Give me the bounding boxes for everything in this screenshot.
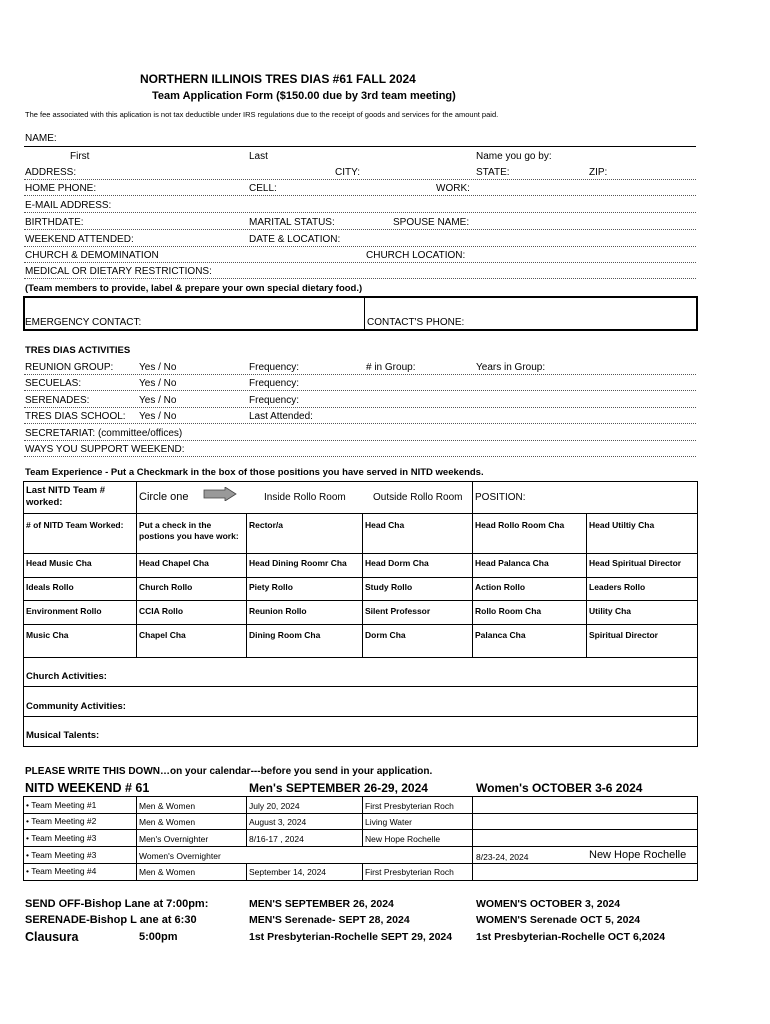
city-label: CITY: [335, 167, 361, 178]
women-sendoff-date: WOMEN'S OCTOBER 3, 2024 [476, 898, 621, 910]
sendoff-label: SEND OFF-Bishop Lane at 7:00pm: [25, 898, 209, 910]
meeting-4-place: New Hope Rochelle [589, 849, 687, 861]
divider [364, 297, 365, 330]
mens-weekend-dates: Men's SEPTEMBER 26-29, 2024 [249, 781, 428, 795]
position-head-music-cha[interactable]: Head Music Cha [26, 558, 92, 568]
divider [136, 514, 137, 657]
position-head-utility-cha[interactable]: Head Utiltiy Cha [589, 520, 655, 530]
divider [362, 797, 363, 847]
cell-label: CELL: [249, 183, 277, 194]
serenades-yes-no[interactable]: Yes / No [139, 395, 177, 406]
meeting-1-who: Men & Women [139, 801, 196, 811]
contact-phone-label: CONTACT'S PHONE: [367, 317, 465, 328]
birthdate-label: BIRTHDATE: [25, 217, 84, 228]
position-head-chapel-cha[interactable]: Head Chapel Cha [139, 558, 209, 568]
divider [24, 624, 697, 625]
school-yes-no[interactable]: Yes / No [139, 411, 177, 422]
name-go-by-label: Name you go by: [476, 151, 552, 162]
position-rollo-room-cha[interactable]: Rollo Room Cha [475, 606, 542, 616]
men-sendoff-date: MEN'S SEPTEMBER 26, 2024 [249, 898, 394, 910]
position-spiritual-director[interactable]: Spiritual Director [589, 630, 658, 640]
divider [246, 863, 247, 880]
email-field[interactable] [24, 212, 696, 213]
divider [586, 514, 587, 657]
school-field[interactable] [24, 423, 696, 424]
form-subtitle: Team Application Form ($150.00 due by 3rd team meeting) [152, 90, 456, 102]
position-dining-room-cha[interactable]: Dining Room Cha [249, 630, 321, 640]
position-ccia-rollo[interactable]: CCIA Rollo [139, 606, 184, 616]
reunion-label: REUNION GROUP: [25, 362, 114, 373]
position-reunion-rollo[interactable]: Reunion Rollo [249, 606, 307, 616]
inside-rollo-option[interactable]: Inside Rollo Room [264, 492, 346, 503]
address-label: ADDRESS: [25, 167, 77, 178]
meeting-4-who: Women's Overnighter [139, 851, 221, 861]
divider [24, 863, 697, 864]
meeting-3-date: 8/16-17 , 2024 [249, 834, 304, 844]
name-label: NAME: [25, 133, 57, 144]
meeting-3-who: Men's Overnighter [139, 834, 209, 844]
clausura-label: Clausura [25, 930, 79, 944]
state-label: STATE: [476, 167, 510, 178]
divider [136, 482, 137, 513]
position-study-rollo[interactable]: Study Rollo [365, 582, 413, 592]
divider [24, 813, 697, 814]
position-head-cha[interactable]: Head Cha [365, 520, 405, 530]
experience-heading-bold: Team Experience [25, 467, 103, 478]
home-phone-label: HOME PHONE: [25, 183, 97, 194]
meeting-5-date: September 14, 2024 [249, 867, 327, 877]
divider [24, 600, 697, 601]
meeting-5-place: First Presbyterian Roch [365, 867, 454, 877]
position-head-rollo-room-cha[interactable]: Head Rollo Room Cha [475, 520, 565, 530]
email-label: E-MAIL ADDRESS: [25, 200, 112, 211]
men-serenade-date: MEN'S Serenade- SEPT 28, 2024 [249, 914, 410, 926]
divider [24, 577, 697, 578]
years-label: Years in Group: [476, 362, 546, 373]
date-location-label: DATE & LOCATION: [249, 234, 341, 245]
secuelas-field[interactable] [24, 390, 696, 391]
divider [24, 829, 697, 830]
position-utility-cha[interactable]: Utility Cha [589, 606, 632, 616]
serenades-field[interactable] [24, 407, 696, 408]
divider [24, 846, 697, 847]
position-silent-professor[interactable]: Silent Professor [365, 606, 431, 616]
meeting-4-date: 8/23-24, 2024 [476, 852, 529, 862]
address-field[interactable] [24, 179, 696, 180]
serenades-label: SERENADES: [25, 395, 90, 406]
frequency-label: Frequency: [249, 378, 300, 389]
frequency-label: Frequency: [249, 362, 300, 373]
ways-label: WAYS YOU SUPPORT WEEKEND: [25, 444, 185, 455]
meeting-1-date: July 20, 2024 [249, 801, 300, 811]
ways-field[interactable] [24, 456, 696, 457]
phone-field[interactable] [24, 195, 696, 196]
medical-label: MEDICAL OR DIETARY RESTRICTIONS: [25, 266, 212, 277]
reunion-yes-no[interactable]: Yes / No [139, 362, 177, 373]
meeting-4-name: • Team Meeting #3 [26, 850, 96, 861]
position-head-palanca-cha[interactable]: Head Palanca Cha [475, 558, 549, 568]
position-head-dorm-cha[interactable]: Head Dorm Cha [365, 558, 429, 568]
team-worked-label: # of NITD Team Worked: [26, 520, 124, 530]
men-clausura-date: 1st Presbyterian-Rochelle SEPT 29, 2024 [249, 931, 453, 943]
position-label: POSITION: [475, 492, 526, 503]
position-rector[interactable]: Rector/a [249, 520, 284, 530]
position-head-dining-cha[interactable]: Head Dining Roomr Cha [249, 558, 347, 568]
meeting-1-place: First Presbyterian Roch [365, 801, 454, 811]
secuelas-yes-no[interactable]: Yes / No [139, 378, 177, 389]
divider [362, 863, 363, 880]
experience-heading [25, 467, 484, 478]
weekend-label: WEEKEND ATTENDED: [25, 234, 134, 245]
position-action-rollo[interactable]: Action Rollo [475, 582, 526, 592]
weekend-field[interactable] [24, 246, 696, 247]
meeting-5-who: Men & Women [139, 867, 196, 877]
position-music-cha[interactable]: Music Cha [26, 630, 69, 640]
emergency-label: EMERGENCY CONTACT: [25, 317, 142, 328]
circle-one-label: Circle one [139, 491, 189, 503]
dietary-note: (Team members to provide, label & prepare your own special dietary food.) [25, 283, 363, 294]
secretariat-label: SECRETARIAT: (committee/offices) [25, 428, 183, 439]
women-clausura-date: 1st Presbyterian-Rochelle OCT 6,2024 [476, 931, 666, 943]
women-serenade-date: WOMEN'S Serenade OCT 5, 2024 [476, 914, 641, 926]
check-note: Put a check in the postions you have work: [139, 520, 239, 541]
arrow-right-icon [203, 487, 237, 501]
divider [24, 657, 697, 658]
fee-note: The fee associated with this aplication is not tax deductible under IRS regulations due to the receipt of goods and services for the amount paid. [25, 110, 499, 119]
clausura-time: 5:00pm [139, 931, 178, 943]
divider [472, 482, 473, 513]
first-label: First [70, 151, 90, 162]
divider [246, 797, 247, 847]
marital-label: MARITAL STATUS: [249, 217, 335, 228]
meeting-1-name: • Team Meeting #1 [26, 800, 96, 811]
divider [362, 514, 363, 657]
divider [24, 686, 697, 687]
meeting-5-name: • Team Meeting #4 [26, 866, 96, 877]
secretariat-field[interactable] [24, 440, 696, 441]
position-head-spiritual-director[interactable]: Head Spiritual Director [589, 558, 682, 568]
church-activities-label: Church Activities: [26, 671, 107, 682]
zip-label: ZIP: [589, 167, 608, 178]
divider [24, 553, 697, 554]
divider [24, 146, 696, 147]
position-chapel-cha[interactable]: Chapel Cha [139, 630, 186, 640]
meeting-2-name: • Team Meeting #2 [26, 816, 96, 827]
weekend-number: NITD WEEKEND # 61 [25, 781, 150, 795]
serenade-label: SERENADE-Bishop L ane at 6:30 [25, 914, 197, 926]
last-team-label: Last NITD Team # worked: [26, 485, 106, 508]
womens-weekend-dates: Women's OCTOBER 3-6 2024 [476, 781, 643, 795]
position-palanca-cha[interactable]: Palanca Cha [475, 630, 526, 640]
divider [24, 513, 697, 514]
experience-heading-rest: - Put a Checkmark in the box of those positions you have served in NITD weekends. [102, 467, 484, 478]
frequency-label: Frequency: [249, 395, 300, 406]
meeting-2-place: Living Water [365, 817, 412, 827]
in-group-label: # in Group: [366, 362, 416, 373]
position-environment-rollo[interactable]: Environment Rollo [26, 606, 102, 616]
divider [24, 716, 697, 717]
secuelas-label: SECUELAS: [25, 378, 82, 389]
meeting-3-place: New Hope Rochelle [365, 834, 441, 844]
position-leaders-rollo[interactable]: Leaders Rollo [589, 582, 646, 592]
divider [472, 797, 473, 880]
medical-field[interactable] [24, 278, 696, 279]
musical-talents-label: Musical Talents: [26, 730, 100, 741]
reunion-field[interactable] [24, 374, 696, 375]
divider [246, 514, 247, 657]
school-label: TRES DIAS SCHOOL: [25, 411, 126, 422]
outside-rollo-option[interactable]: Outside Rollo Room [373, 492, 463, 503]
divider [472, 514, 473, 657]
birthdate-field[interactable] [24, 229, 696, 230]
position-ideals-rollo[interactable]: Ideals Rollo [26, 582, 74, 592]
church-field[interactable] [24, 262, 696, 263]
position-dorm-cha[interactable]: Dorm Cha [365, 630, 406, 640]
position-church-rollo[interactable]: Church Rollo [139, 582, 193, 592]
last-label: Last [249, 151, 268, 162]
calendar-note: PLEASE WRITE THIS DOWN…on your calendar---before you send in your application. [25, 766, 433, 777]
meeting-2-who: Men & Women [139, 817, 196, 827]
divider [136, 797, 137, 880]
church-location-label: CHURCH LOCATION: [366, 250, 466, 261]
activities-heading: TRES DIAS ACTIVITIES [25, 345, 131, 356]
meeting-2-date: August 3, 2024 [249, 817, 307, 827]
church-label: CHURCH & DEMOMINATION [25, 250, 159, 261]
spouse-label: SPOUSE NAME: [393, 217, 470, 228]
community-activities-label: Community Activities: [26, 701, 126, 712]
form-title: NORTHERN ILLINOIS TRES DIAS #61 FALL 2024 [140, 72, 416, 86]
meetings-table [23, 796, 698, 881]
position-piety-rollo[interactable]: Piety Rollo [249, 582, 293, 592]
last-attended-label: Last Attended: [249, 411, 313, 422]
work-label: WORK: [436, 183, 470, 194]
meeting-3-name: • Team Meeting #3 [26, 833, 96, 844]
